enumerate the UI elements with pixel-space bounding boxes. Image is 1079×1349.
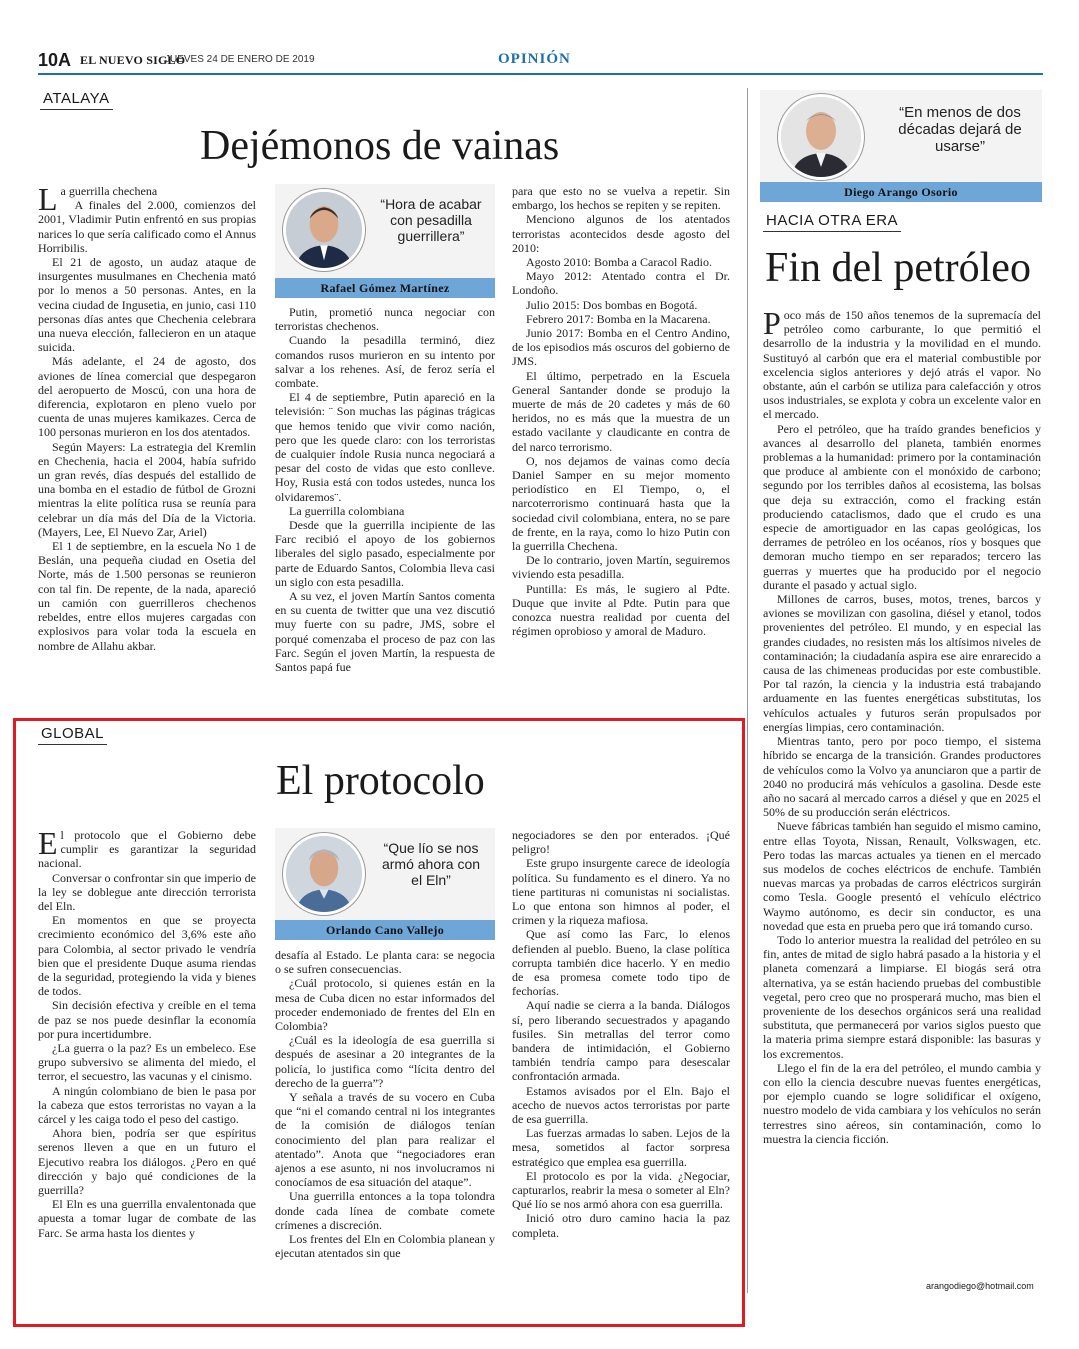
paragraph: Las fuerzas armadas lo saben. Lejos de la mesa, sometidos al factor sorpresa estratégico que emplea esa guerrilla. <box>512 1126 730 1169</box>
paragraph: Y señala a través de su vocero en Cuba que “ni el comando central ni los integrantes de la comisión de diálogos tenían conocimiento del plan para realizar el atentado”. Anota que “negociadores eran ajenos a ese asunto, ni nos involucramos ni conocíamos de esa situación del ataque”. <box>275 1090 495 1190</box>
subheading: La guerrilla colombiana <box>289 503 405 518</box>
paragraph: Sin decisión efectiva y creíble en el tema de paz se nos puede desinflar la economía por pura incertidumbre. <box>38 998 256 1041</box>
atalaya-column-3 <box>512 184 730 694</box>
paragraph: Conversar o confrontar sin que imperio de la ley se doblegue ante dirección terrorista del Eln. <box>38 870 256 914</box>
paragraph: Ahora bien, podría ser que espíritus serenos lleven a que en un futuro el Ejecutivo reabra los diálogos. ¿Pero en qué dirección y bajo qué condiciones de la guerrilla? <box>38 1126 256 1198</box>
paragraph: El 4 de septiembre, Putin apareció en la televisión: ¨ Son muchas las páginas trágicas que hemos tenido que vivir como nación, pero que les quede claro: con los terroristas de cualquier índole Rusia nunca negociará a pesar del costo de vidas que esto conlleve. Hoy, Rusia está con todos ustedes, nunca los olvidaremos¨. <box>275 390 495 504</box>
atalaya-author-box <box>275 184 495 298</box>
paragraph: Desde que la guerrilla incipiente de las Farc recibió el apoyo de los gobiernos liberales del siglo pasado, especialmente por parte de Eduardo Santos, Colombia lleva casi un siglo con esta pesadilla. <box>275 518 495 589</box>
paragraph: El 1 de septiembre, en la escuela No 1 de Beslán, una pequeña ciudad en Osetia del Norte, más de 1.500 personas se reunieron con tal fin. De repente, de la nada, apareció un camión con guerrilleros chechenos rebeldes, entre ellos mujeres cargadas con explosivos para volar toda la escuela en nombre de Allahu akbar. <box>38 539 256 653</box>
paragraph: Junio 2017: Bomba en el Centro Andino, de los episodios más oscuros del gobierno de JMS. <box>512 326 730 369</box>
otra-era-headline: Fin del petróleo <box>765 245 1031 291</box>
paragraph: O, nos dejamos de vainas como decía Daniel Samper en su mejor momento periodístico en El Tiempo, o, el narcoterrorismo continuará hasta que la sociedad civil colombiana, entera, no se pare de frente, en la raya, como lo hizo Putin con la guerrilla Chechena. <box>512 453 730 554</box>
author-photo <box>283 833 365 915</box>
author-email: arangodiego@hotmail.com <box>926 1281 1034 1291</box>
paragraph: para que esto no se vuelva a repetir. Sin embargo, los hechos se repiten y se repiten. <box>512 184 730 213</box>
paragraph: ¿La guerra o la paz? Es un embeleco. Ese grupo subversivo se alimenta del miedo, el terror, el secuestro, las vacunas y el cinismo. <box>38 1041 256 1084</box>
drop-cap: L <box>38 181 58 217</box>
paragraph: Puntilla: Es más, le sugiero al Pdte. Duque que invite al Pdte. Putin para que conozca nuestra realidad por cuenta del régimen oprobioso y amoral de Maduro. <box>512 581 730 639</box>
paragraph: Poco más de 150 años tenemos de la supremacía del petróleo como carburante, lo que permitió el desarrollo de la industria y la movilidad en el mundo. Sustituyó al carbón que era el material combustible por excelencia siglos anteriores y dejó atrás el vapor. No obstante, aún el carbón se utiliza para calefacción y otros usos industriales, se explota y cobra un excelente valor en el mercado. <box>763 305 1041 422</box>
paragraph: A su vez, el joven Martín Santos comenta en su cuenta de twitter que una vez discutió muy fuerte con su padre, JMS, sobre el porqué comenzaba el proceso de paz con las Farc. Según el joven Martín, la respuesta de Santos papá fue <box>275 589 495 675</box>
paragraph: ¿Cuál protocolo, si quienes están en la mesa de Cuba dicen no estar informados del proceder endemoniado de frentes del Eln en Colombia? <box>275 976 495 1034</box>
paragraph: Febrero 2017: Bomba en la Macarena. <box>526 311 711 326</box>
drop-cap: E <box>38 825 58 861</box>
page-header <box>38 50 1043 72</box>
paragraph: Menciono algunos de los atentados terroristas acontecidos desde agosto del 2010: <box>512 212 730 255</box>
author-quote: “Que lío se nos armó ahora con el Eln” <box>381 840 481 888</box>
paragraph: Este grupo insurgente carece de ideología política. Su fundamento es el dinero. Ya no tiene partituras ni comunistas ni socialistas. Lo que entona son himnos al poder, el crimen y la riqueza mafiosa. <box>512 856 730 928</box>
paragraph: Según Mayers: La estrategia del Kremlin en Chechenia, hacia el 2004, había sufrido un gran revés, días después del estallido de una bomba en el estadio de fútbol de Grozni mientras la elite política rusa se reunía para celebrar un día más del Día de la Victoria. (Mayers, Lee, El Nuevo Zar, Ariel) <box>38 439 256 539</box>
paragraph: Pero el petróleo, que ha traído grandes beneficios y avances al desarrollo del planeta, también enormes problemas a la humanidad: primero por la contaminación que produce al ambiente con el monóxido de carbono; segundo por los terribles daños al ecosistema, las bolsas que deja su extracción, como el fracking están produciendo cataclismos, dado que el crudo es una especie de amortiguador en las capas geológicas, los derrames de petróleo en los océanos, ríos y bosques que demoran mucho tiempo en ser reparados; tercero las guerras y muertes que ha producido por el negocio durante el pasado y actual siglo. <box>763 421 1041 592</box>
author-name: Rafael Gómez Martínez <box>275 278 495 298</box>
paragraph: Mayo 2012: Atentado contra el Dr. Londoño. <box>512 269 730 298</box>
header-rule <box>38 73 1043 75</box>
author-name: Diego Arango Osorio <box>760 182 1042 202</box>
author-photo <box>778 94 864 180</box>
author-photo <box>283 189 365 271</box>
author-quote: “Hora de acabar con pesadilla guerrillera” <box>380 196 482 244</box>
paragraph: El 21 de agosto, un audaz ataque de insurgentes musulmanes en Chechenia mató por lo menos a 50 personas. Antes, en la vecina ciudad de Ingusetia, en junio, casi 110 personas días antes que Chechenia celebrara una nueva elección, fallecieron en un ataque suicida. <box>38 255 256 355</box>
global-kicker: GLOBAL <box>38 725 107 745</box>
paragraph: El último, perpetrado en la Escuela General Santander donde se produjo la muerte de más de 20 cadetes y más de 60 heridos, no es más que la muestra de un estado vacilante y claudicante en contra de del narco terrorismo. <box>512 368 730 454</box>
global-author-box <box>275 828 495 940</box>
atalaya-headline: Dejémonos de vainas <box>200 123 560 169</box>
paragraph: Llego el fin de la era del petróleo, el mundo cambia y con ello la ciencia descubre nuevas fuentes energéticas, por ejemplo cuando se logre solidificar el oxígeno, nuestro modelo de vida cambiara y los vehículos no serán terrestres sino aéreos, sin contaminación, como lo muestra la ciencia ficción. <box>763 1060 1041 1146</box>
paragraph: Agosto 2010: Bomba a Caracol Radio. <box>526 255 712 270</box>
paragraph: La guerrilla chechena <box>38 181 158 217</box>
paragraph: Inició otro duro camino hacia la paz completa. <box>512 1211 730 1240</box>
paragraph: Julio 2015: Dos bombas en Bogotá. <box>526 297 698 312</box>
paragraph: desafía al Estado. Le planta cara: se negocia o se sufren consecuencias. <box>275 948 495 977</box>
global-column-1 <box>38 825 256 1298</box>
author-quote: “En menos de dos décadas dejará de usarse” <box>898 104 1022 155</box>
atalaya-column-1 <box>38 181 256 694</box>
paragraph: Los frentes del Eln en Colombia planean y ejecutan atentados sin que <box>275 1232 495 1261</box>
paragraph: En momentos en que se proyecta crecimiento económico del 3,6% este año para Colombia, al sector privado le vendría bien que el presidente Duque asuma riendas de la seguridad, protegiendo la vida y bienes de todos. <box>38 913 256 999</box>
atalaya-kicker: ATALAYA <box>40 90 113 110</box>
page-number: 10A <box>38 50 72 70</box>
paragraph: Una guerrilla entonces a la topa tolondra donde cada línea de combate comete crímenes a discreción. <box>275 1189 495 1232</box>
paragraph: El Eln es una guerrilla envalentonada que apuesta a tomar lugar de combate de las Farc. Se arma hasta los dientes y <box>38 1197 256 1240</box>
global-column-2 <box>275 948 495 1298</box>
paragraph: negociadores se den por enterados. ¡Qué peligro! <box>512 828 730 857</box>
atalaya-column-2 <box>275 305 495 695</box>
paragraph: Aquí nadie se cierra a la banda. Diálogos sí, pero liberando secuestrados y apagando fusiles. Sin metrallas del terror como bandera de intimidación, el Gobierno también tendría campo para desescalar confrontación armada. <box>512 998 730 1084</box>
paragraph: Putin, prometió nunca negociar con terroristas chechenos. <box>275 305 495 334</box>
otra-era-column <box>763 305 1041 1283</box>
paragraph: Todo lo anterior muestra la realidad del petróleo en su fin, antes de mitad de siglo habrá pasado a la historia y el planeta comenzará a limpiarse. El biogás será otra alternativa, ya se están haciendo pruebas del combustible vegetal, pero creo que no prosperará mucho, mas bien el proveniente de los desechos orgánicos será una realidad substituta, que permanecerá por varios siglos puesto que la materia prima siempre estará disponible: las basuras y los excrementos. <box>763 932 1041 1061</box>
publication-date: JUEVES 24 DE ENERO DE 2019 <box>165 54 315 65</box>
paragraph: Estamos avisados por el Eln. Bajo el acecho de nuevos actos terroristas por parte de esa guerrilla. <box>512 1083 730 1127</box>
column-separator <box>747 88 748 1293</box>
paragraph: El protocolo que el Gobierno debe cumplir es garantizar la seguridad nacional. <box>38 825 256 871</box>
author-name: Orlando Cano Vallejo <box>275 920 495 940</box>
paragraph: Que así como las Farc, lo elenos defienden al pueblo. Bueno, la clase política corrupta también dice hacerlo. Y en medio de esa promesa comete todo tipo de fechorías. <box>512 927 730 999</box>
paragraph: Mientras tanto, pero por poco tiempo, el sistema híbrido se encarga de la transición. Grandes productores de vehículos como la Volvo ya anunciaron que a partir de 2040 no producirá más vehículos a gasolina. Desde este año no sacará al mercado carros a diésel y que en 2025 el 50% de su producción serán eléctricos. <box>763 734 1041 820</box>
otra-era-author-box <box>760 90 1042 202</box>
paragraph: De lo contrario, joven Martín, seguiremos viviendo esta pesadilla. <box>512 553 730 582</box>
paragraph: Más adelante, el 24 de agosto, dos aviones de línea comercial que despegaron del aeropuerto de Moscú, con una hora de diferencia, explotaron en pleno vuelo por cuenta de unas mujeres kamikazes. Cerca de 100 personas murieron en los dos atentados. <box>38 354 256 440</box>
otra-era-kicker: HACIA OTRA ERA <box>763 212 901 232</box>
newspaper-name: EL NUEVO SIGLO <box>80 53 186 67</box>
paragraph: A ningún colombiano de bien le pasa por la cabeza que estos terroristas no vayan a la cárcel y les caiga todo el peso del castigo. <box>38 1083 256 1127</box>
paragraph: A finales del 2.000, comienzos del 2001, Vladimir Putin enfrentó en sus propias narices lo que sería calificado como el Annus Horribilis. <box>38 198 256 255</box>
paragraph: El protocolo es por la vida. ¿Negociar, capturarlos, reabrir la mesa o someter al Eln? Qué lío se nos armó ahora con esa guerrilla. <box>512 1168 730 1212</box>
paragraph: Nueve fábricas también han seguido el mismo camino, entre ellas Toyota, Nissan, Renault, Volkswagen, etc. Pero todas las marcas actuales ya tienen en el mercado sus modelos de coches eléctricos de enchufe. También nuevas marcas ya probadas de carros eléctricos surgirán como Tesla. Google presentó el vehículo eléctrico Waymo autónomo, es decir sin conductor, es una novedad que esta en prueba pero que irá tomando curso. <box>763 819 1041 933</box>
paragraph: Cuando la pesadilla terminó, diez comandos rusos murieron en su intento por salvar a los rehenes. Así, de feroz sería el combate. <box>275 333 495 391</box>
paragraph: Millones de carros, buses, motos, trenes, barcos y aviones se movilizan con gasolina, diésel y etanol, todos provenientes del petróleo. El mundo, y en especial las grandes ciudades, no resisten más los altísimos niveles de contaminación; la ciudadanía aspira ese aire enrarecido a causa de las chimeneas producidas por este combustible. Por tal razón, la ciencia y la industria está trabajando arduamente en las fuentes energéticas substitutas, los vehículos actuales y futuros serán propulsados por energías limpias, cero contaminación. <box>763 592 1041 734</box>
drop-cap: P <box>763 305 781 341</box>
paragraph: ¿Cuál es la ideología de esa guerrilla si después de asesinar a 20 integrantes de la policía, lo justifica como “lícita dentro del derecho de la guerra”? <box>275 1033 495 1090</box>
global-column-3 <box>512 828 730 1298</box>
global-headline: El protocolo <box>276 758 485 804</box>
section-title: OPINIÓN <box>498 51 571 67</box>
